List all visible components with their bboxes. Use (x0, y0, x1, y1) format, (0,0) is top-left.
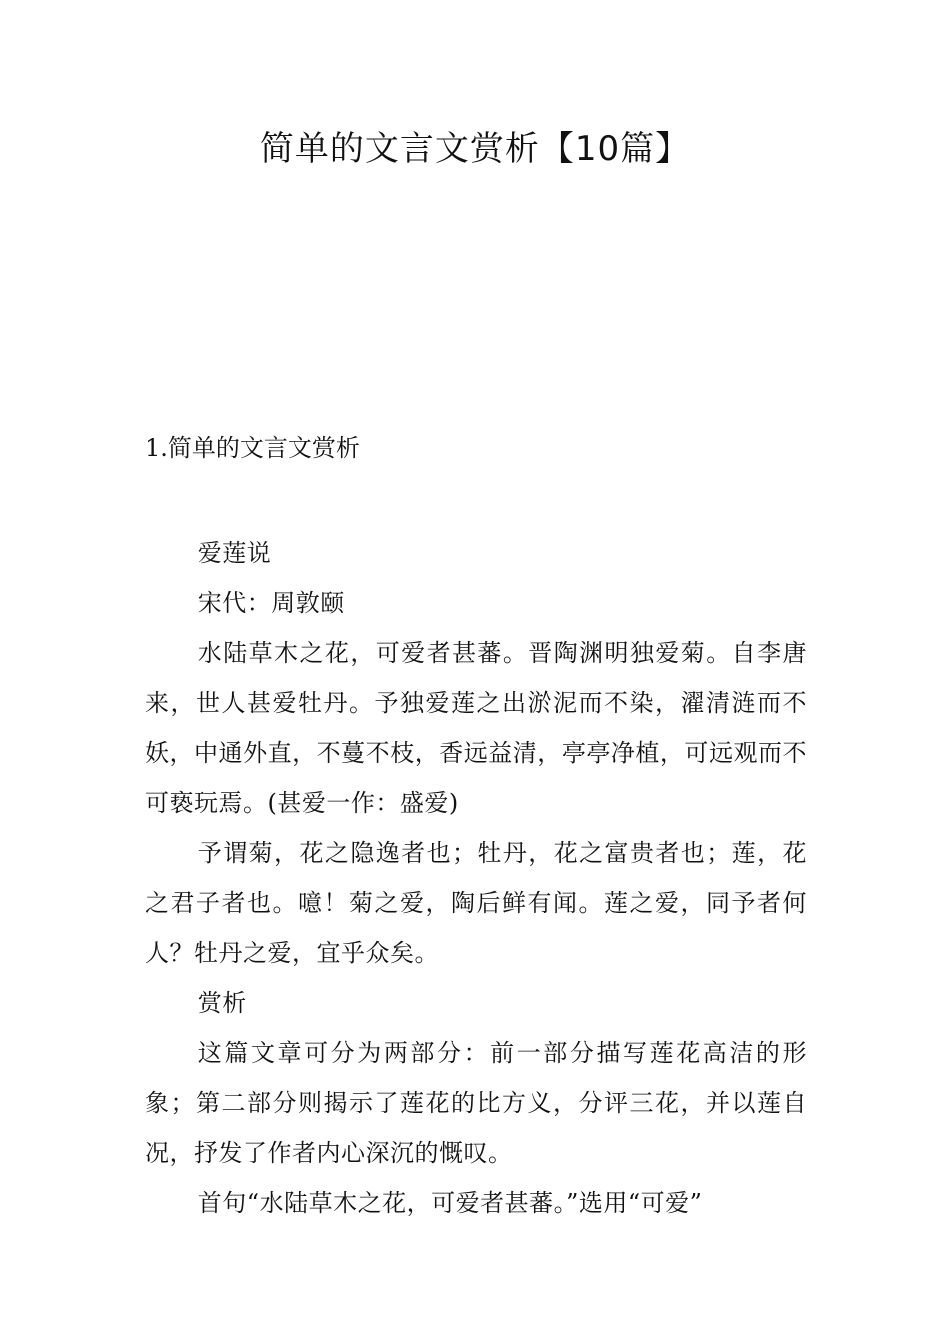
document-title: 简单的文言文赏析【10篇】 (259, 129, 691, 169)
document-body (145, 528, 807, 1228)
body-paragraph: 予谓菊，花之隐逸者也；牡丹，花之富贵者也；莲，花之君子者也。噫！菊之爱，陶后鲜有闻。莲之爱，同予者何人？牡丹之爱，宜乎众矣。 (145, 839, 807, 967)
body-paragraph: 水陆草木之花，可爱者甚蕃。晋陶渊明独爱菊。自李唐来，世人甚爱牡丹。予独爱莲之出淤泥而不染，濯清涟而不妖，中通外直，不蔓不枝，香远益清，亭亭净植，可远观而不可亵玩焉。(甚爱一作：盛爱) (145, 639, 807, 817)
poem-title: 爱莲说 (197, 539, 272, 567)
body-paragraph: 这篇文章可分为两部分：前一部分描写莲花高洁的形象；第二部分则揭示了莲花的比方义，分评三花，并以莲自况，抒发了作者内心深沉的慨叹。 (145, 1039, 807, 1167)
poem-author: 宋代：周敦颐 (197, 589, 345, 617)
body-paragraph: 首句“水陆草木之花，可爱者甚蕃。”选用“可爱” (197, 1189, 703, 1217)
analysis-heading: 赏析 (197, 989, 247, 1017)
section-heading: 1.简单的文言文赏析 (145, 434, 360, 462)
